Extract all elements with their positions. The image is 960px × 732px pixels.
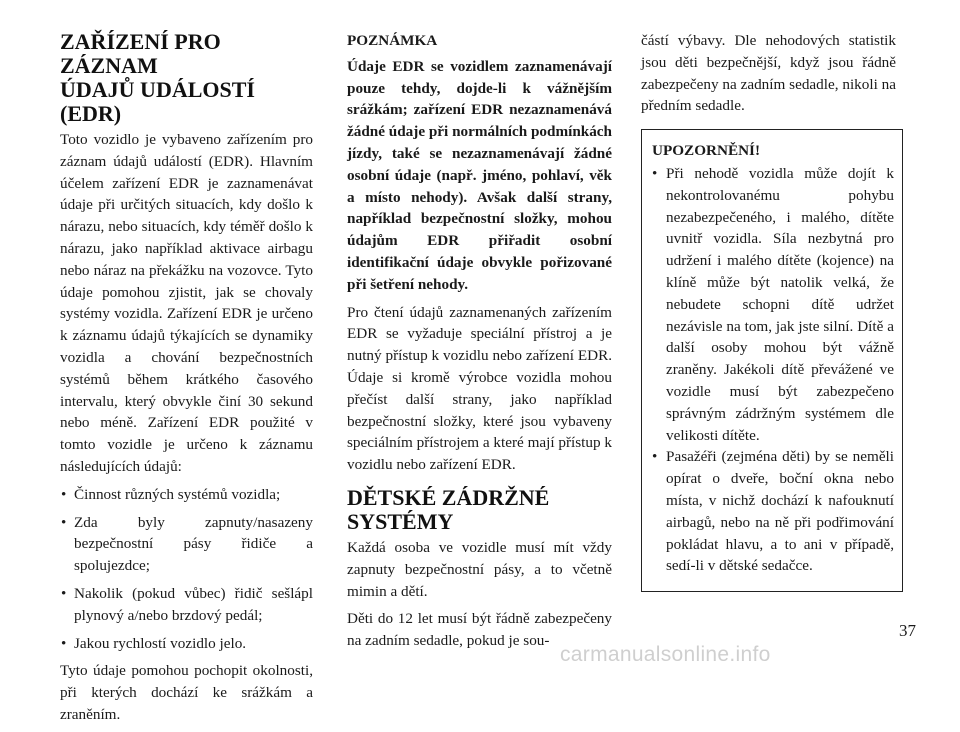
section-heading-child-restraints: DĚTSKÉ ZÁDRŽNÉ SYSTÉMY — [347, 484, 550, 534]
watermark-text: carmanualsonline.info — [560, 643, 771, 666]
warning-title: UPOZORNĚNÍ! — [652, 142, 761, 160]
children-paragraph: Děti do 12 let musí být řádně zabezpečeny na zadním sedadle, pokud je sou- — [347, 610, 612, 650]
warning-box — [641, 129, 903, 592]
seatbelt-paragraph: Každá osoba ve vozidle musí mít vždy zapnuty bezpečnostní pásy, a to včetně mimin a dětí. — [347, 538, 612, 600]
column-middle — [347, 30, 612, 658]
note-label: POZNÁMKA — [347, 32, 438, 49]
children-paragraph-continued: částí výbavy. Dle nehodových statistik jsou děti bezpečnější, když jsou řádně zabezpečeny na zadním sedadle, nikoli na předním sedadle. — [641, 32, 896, 115]
list-item: • Nakolik (pokud vůbec) řidič sešlápl plynový a/nebo brzdový pedál; — [60, 583, 313, 627]
list-item: • Zda byly zapnuty/nasazeny bezpečnostní pásy řidiče a spolujezdce; — [60, 512, 313, 577]
warning-list — [652, 163, 894, 577]
edr-intro-paragraph: Toto vozidlo je vybaveno zařízením pro záznam údajů událostí (EDR). Hlavním účelem zařízení EDR je zaznamenávat údaje při určitých situacích, kdy došlo k nárazu, nebo situacích, kdy téměř došlo k nárazu, jako například aktivace airbagu nebo náraz na překážku na vozovce. Tyto údaje pomohou zjistit, jak se chovaly systémy vozidla. Zařízení EDR je určeno k záznamu údajů týkajících se dynamiky vozidla a chování bezpečnostních systémů během krátkého časového intervalu, který obvykle činí 30 sekund nebo méně. Zařízení EDR použité v tomto vozidle je určeno k záznamu následujících údajů: — [60, 131, 313, 475]
list-item: • Pasažéři (zejména děti) by se neměli opírat o dveře, boční okna nebo místa, v nichž dochází k nafouknutí airbagů, nebo na ně při podřimování pokládat hlavu, a to ani v případě, sedí-li v dětské sedačce. — [652, 446, 894, 577]
column-right — [641, 30, 896, 592]
page-number: 37 — [899, 621, 916, 640]
edr-closing-paragraph: Tyto údaje pomohou pochopit okolnosti, při kterých dochází ke srážkám a zraněním. — [60, 662, 313, 723]
list-item: • Činnost různých systémů vozidla; — [60, 484, 313, 506]
edr-recorded-data-list — [60, 484, 313, 655]
column-left — [60, 30, 313, 732]
section-heading-edr: ZAŘÍZENÍ PRO ZÁZNAM ÚDAJŮ UDÁLOSTÍ (EDR) — [60, 29, 255, 126]
note-text: Údaje EDR se vozidlem zaznamenávají pouze tehdy, dojde-li k vážnějším srážkám; zařízení EDR nezaznamenává žádné údaje při normálních podmínkách jízdy, také se nezaznamenávají žádné osobní údaje (např. jméno, pohlaví, věk a místo nehody). Avšak další strany, například bezpečnostní složky, mohou údajům EDR přiřadit osobní identifikační údaje obvykle pořizované při šetření nehody. — [347, 57, 612, 293]
edr-reading-paragraph: Pro čtení údajů zaznamenaných zařízením EDR se vyžaduje speciální přístroj a je nutný přístup k vozidlu nebo zařízení EDR. Údaje si kromě výrobce vozidla mohou přečíst další strany, jako například bezpečnostní složky, které jsou vybaveny speciálním přístrojem a které mají přístup k vozidlu nebo zařízení EDR. — [347, 303, 612, 474]
list-item: • Jakou rychlostí vozidlo jelo. — [60, 633, 313, 655]
list-item: • Při nehodě vozidla může dojít k nekontrolovanému pohybu nezabezpečeného, i malého, dítěte uvnitř vozidla. Síla nezbytná pro udržení i malého dítěte (kojence) na klíně může být natolik velká, že nebudete schopni dítě udržet nezávisle na tom, jak jste silní. Dítě a další osoby mohou být vážně zraněny. Jakékoli dítě převážené ve vozidle musí být zabezpečeno správným zádržným systémem dle velikosti dítěte. — [652, 163, 894, 446]
